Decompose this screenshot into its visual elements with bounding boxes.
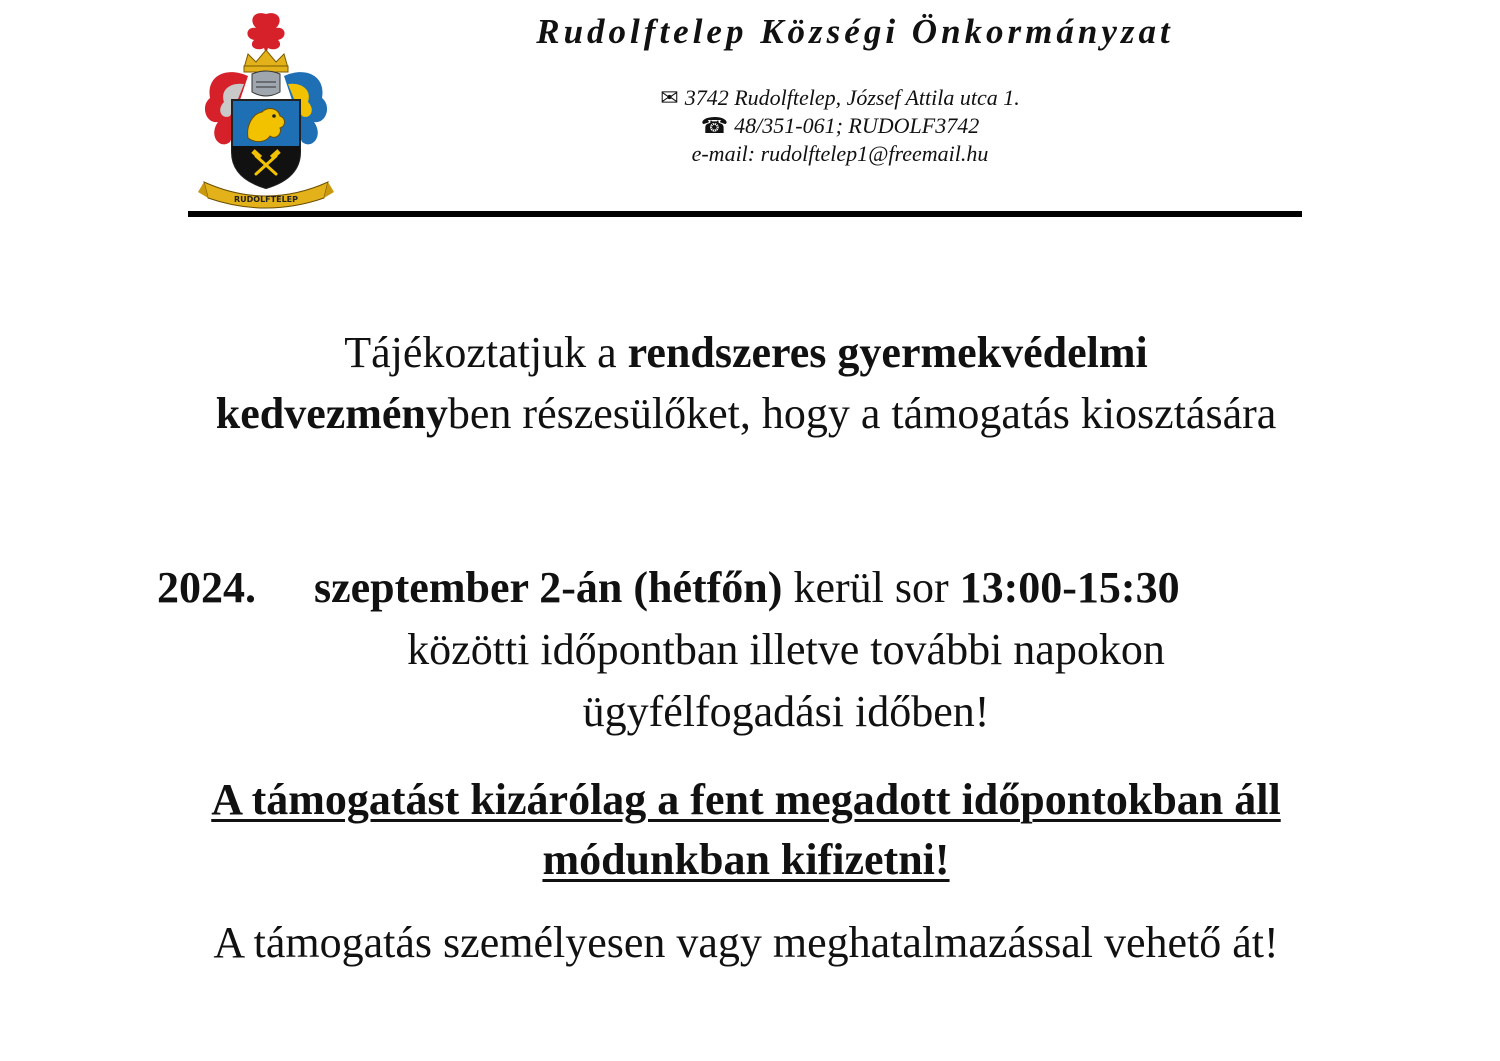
warning-line-1: A támogatást kizárólag a fent megadott időpontokban áll [211, 775, 1281, 824]
notice-line-1-prefix: Tájékoztatjuk a [344, 328, 628, 377]
date-details [314, 560, 1180, 616]
phone-line [480, 112, 1200, 140]
organization-name: Rudolftelep Községi Önkormányzat [536, 12, 1174, 51]
notice-line-2-rest: ben részesülőket, hogy a támogatás kiosztására [447, 389, 1277, 438]
envelope-icon: ✉ [660, 85, 679, 110]
crest-ribbon-text: RUDOLFTELEP [233, 195, 299, 204]
notice-line-1 [0, 325, 1496, 381]
date-mid-text: kerül sor [782, 563, 960, 612]
notice-line-2 [0, 386, 1496, 442]
address-text: 3742 Rudolftelep, József Attila utca 1. [684, 85, 1020, 110]
notice-line-2-bold: kedvezmény [215, 389, 448, 438]
coat-of-arms-logo [196, 6, 336, 210]
phone-icon: ☎ [700, 113, 729, 138]
notice-line-4: közötti időpontban illetve további napokon [407, 625, 1165, 674]
date-day: szeptember 2-án (hétfőn) [314, 563, 783, 612]
date-year: 2024. [157, 563, 256, 612]
header-divider [188, 211, 1302, 217]
notice-line-1-bold: rendszeres gyermekvédelmi [627, 328, 1148, 377]
final-line: A támogatás személyesen vagy meghatalmazással vehető át! [213, 918, 1279, 967]
notice-line-5: ügyfélfogadási időben! [582, 687, 990, 736]
email-line: e-mail: rudolftelep1@freemail.hu [691, 141, 989, 166]
warning-line-2: módunkban kifizetni! [542, 835, 950, 884]
time-range: 13:00-15:30 [959, 563, 1180, 612]
address-line [480, 84, 1200, 112]
phone-text: 48/351-061; RUDOLF3742 [734, 113, 980, 138]
